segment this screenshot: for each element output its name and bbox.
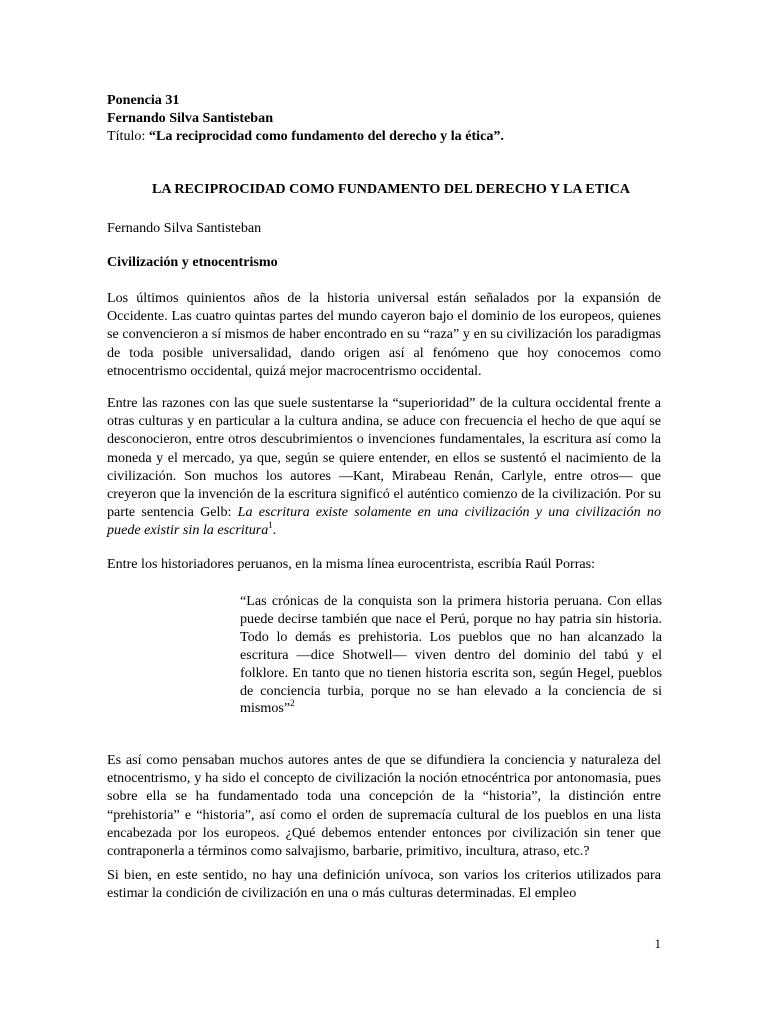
footnote-ref-2: 2 [290,698,295,709]
author-line: Fernando Silva Santisteban [107,220,262,236]
paragraph-5: Si bien, en este sentido, no hay una definición unívoca, son varios los criterios utilizados para estimar la condición de civilización en una o más culturas determinadas. El empleo [107,867,661,902]
header-ponencia: Ponencia 31 [107,92,180,108]
paragraph-3: Entre los historiadores peruanos, en la misma línea eurocentrista, escribía Raúl Porras: [107,556,596,572]
document-header [107,91,661,146]
paragraph-2-end: . [272,522,277,539]
footnote-ref-1: 1 [268,520,273,531]
gelb-quote-italic: La escritura existe solamente en una civilización y una civilización no puede existir sin la escritura [107,504,661,539]
block-quote [240,593,662,718]
header-author: Fernando Silva Santisteban [107,110,274,127]
header-title-prefix: Título: [107,128,149,145]
paragraph-4: Es así como pensaban muchos autores antes de que se difundiera la conciencia y naturaleza del etnocentrismo, y ha sido el concepto de civilización la noción etnocéntrica por antonomasia, pues sobre ella se ha fundamentado toda una concepción de la “historia”, la distinción entre “prehistoria” e “historia”, así como el orden de supremacía cultural de los pueblos en una lista encabezada por los europeos. ¿Qué debemos entender entonces por civilización sin tener que contraponerla a términos como salvajismo, barbarie, primitivo, incultura, atraso, etc.? [107,752,661,860]
paragraph-1: Los últimos quinientos años de la historia universal están señalados por la expansión de Occidente. Las cuatro quintas partes del mundo cayeron bajo el dominio de los europeos, quienes se convencieron a sí mismos de haber encontrado en su “raza” y en su civilización los paradigmas de toda posible universalidad, dando origen así al fenómeno que hoy conocemos como etnocentrismo occidental, quizá mejor macrocentrismo occidental. [107,290,661,379]
section-heading: Civilización y etnocentrismo [107,254,278,270]
main-title: LA RECIPROCIDAD COMO FUNDAMENTO DEL DERECHO Y LA ETICA [152,181,630,197]
block-quote-text: “Las crónicas de la conquista son la primera historia peruana. Con ellas puede decirse también que nace el Perú, porque no hay patria sin historia. Todo lo demás es prehistoria. Los pueblos que no han alcanzado la escritura —dice Shotwell— viven dentro del dominio del tabú y el folklore. En tanto que no tienen historia escrita son, según Hegel, pueblos de conciencia turbia, porque no se han elevado a la conciencia de si mismos” [240,593,662,717]
paragraph-2 [107,394,661,540]
header-title-value: “La reciprocidad como fundamento del derecho y la ética”. [148,128,504,145]
page-number: 1 [654,936,661,951]
paragraph-2-text: Entre las razones con las que suele sustentarse la “superioridad” de la cultura occidental frente a otras culturas y en particular a la cultura andina, se aduce con frecuencia el hecho de que aquí se desconocieron, entre otros descubrimientos o invenciones fundamentales, la escritura así como la moneda y el mercado, ya que, según se quiere entender, en ellos se sustentó el nacimiento de la civilización. Son muchos los autores —Kant, Mirabeau Renán, Carlyle, entre otros— que creyeron que la invención de la escritura significó el auténtico comienzo de la civilización. Por su parte sentencia Gelb: [107,395,661,521]
header-title-line [107,127,661,145]
